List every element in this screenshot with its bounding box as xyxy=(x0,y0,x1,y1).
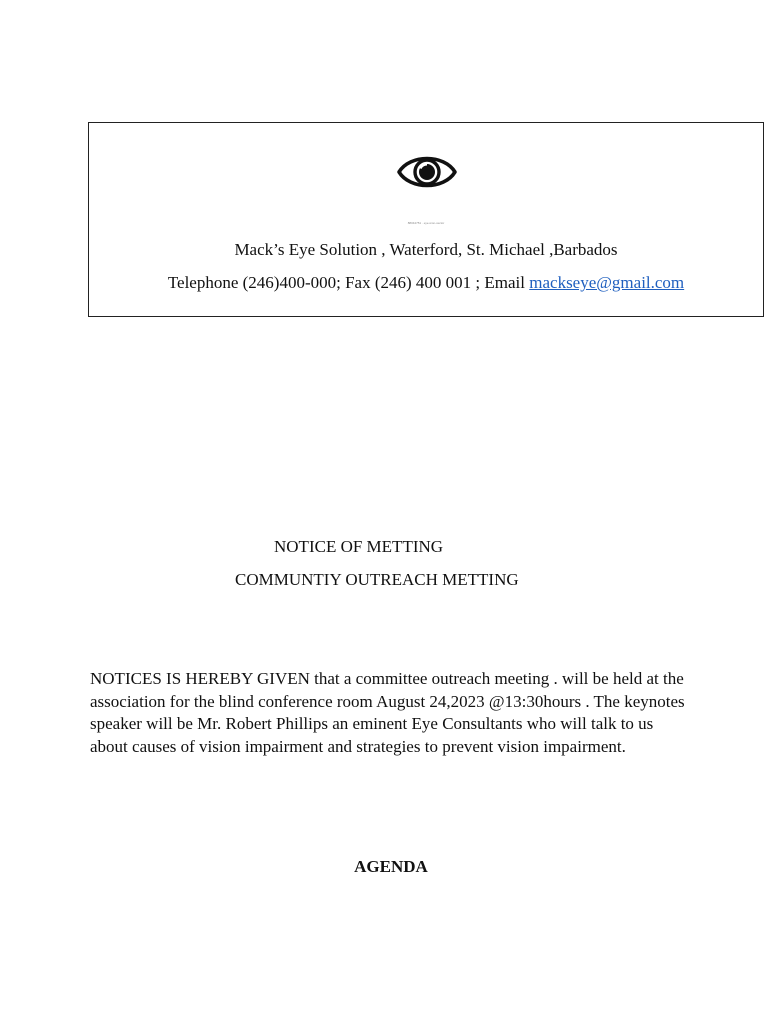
notice-title: NOTICE OF METTING xyxy=(274,537,444,556)
company-address: Mack’s Eye Solution , Waterford, St. Michael ,Barbados xyxy=(234,240,618,259)
logo-caption: 88044751 · eye-icon-vector xyxy=(407,221,445,225)
notice-subtitle: COMMUNTIY OUTREACH METTING xyxy=(235,570,519,589)
contact-line xyxy=(89,273,763,293)
letterhead-box xyxy=(88,122,764,317)
eye-icon xyxy=(396,151,458,193)
contact-details: Telephone (246)400-000; Fax (246) 400 001 ; Email xyxy=(167,273,530,292)
notice-body: NOTICES IS HEREBY GIVEN that a committee outreach meeting . will be held at the association for the blind conference room August 24,2023 @13:30hours . The keynotes speaker will be Mr. Robert Phillips an eminent Eye Consultants who will talk to us about causes of vision impairment and strategies to prevent vision impairment. xyxy=(90,669,685,756)
company-logo xyxy=(382,125,470,229)
email-link[interactable]: mackseye@gmail.com xyxy=(529,273,685,292)
agenda-heading: AGENDA xyxy=(354,857,428,876)
